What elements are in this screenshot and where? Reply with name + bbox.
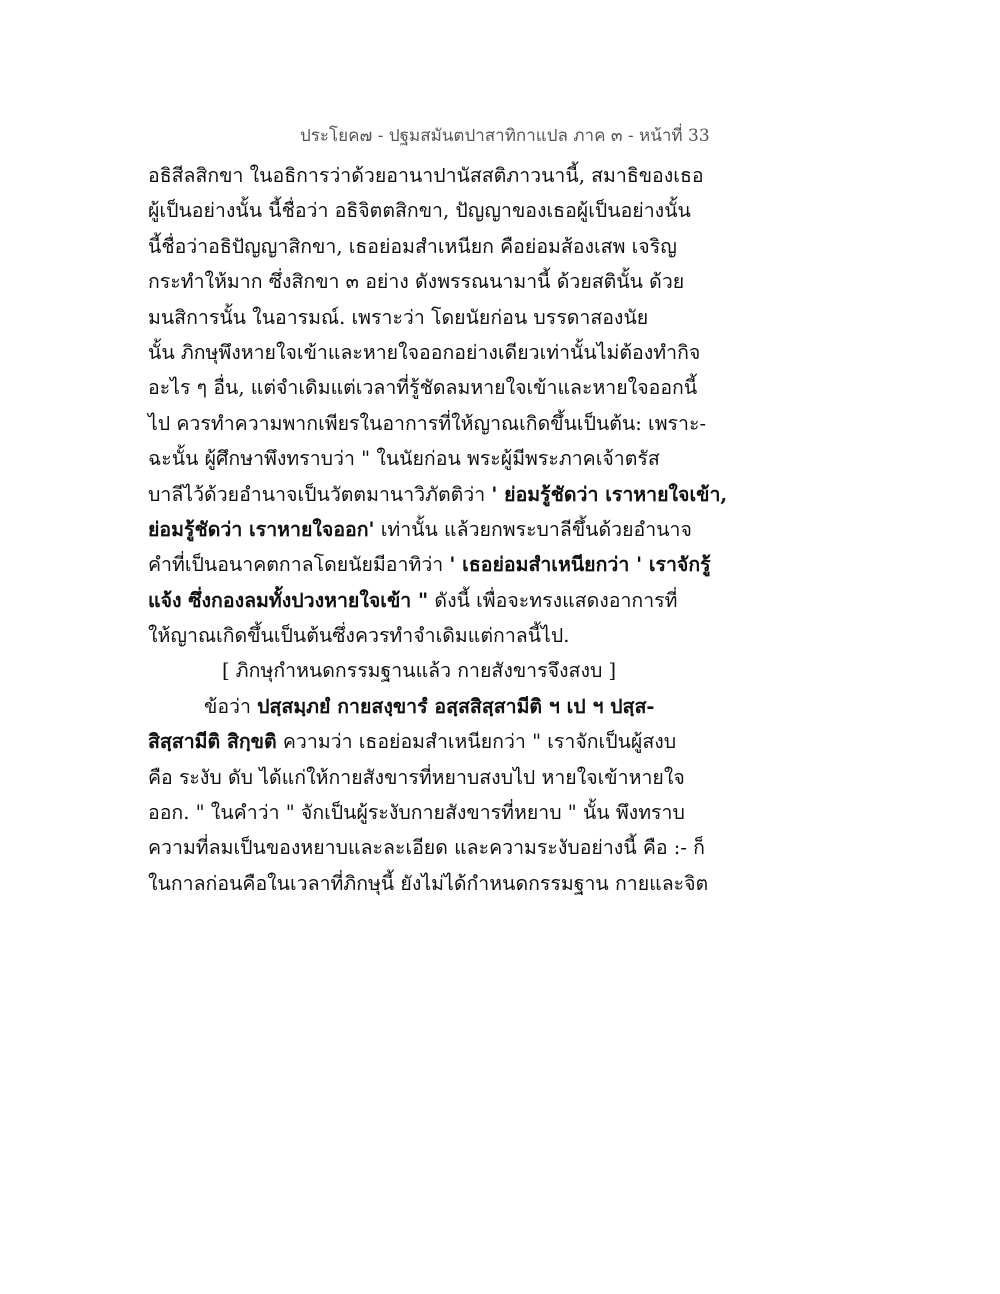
text-line	[148, 724, 700, 759]
text-line	[148, 300, 700, 335]
section-heading	[148, 653, 700, 688]
text-segment: คือ ระงับ ดับ ได้แก่ให้กายสังขารที่หยาบสงบไป หายใจเข้าหายใจ	[148, 765, 685, 789]
text-segment: ดังนี้ เพื่อจะทรงแสดงอาการที่	[428, 588, 678, 612]
text-segment: ผู้เป็นอย่างนั้น นี้ชื่อว่า อธิจิตตสิกขา, ปัญญาของเธอผู้เป็นอย่างนั้น	[148, 199, 691, 223]
text-segment: บาลีไว้ด้วยอำนาจเป็นวัตตมานาวิภัตติว่า	[148, 482, 492, 506]
bold-text-segment: ปสฺสมฺภยํ กายสงฺขารํ อสฺสสิสฺสามีติ ฯ เป ฯ ปสฺส-	[257, 694, 655, 718]
bold-text-segment: สิสฺสามีติ สิกฺขติ	[148, 730, 277, 754]
text-segment: นี้ชื่อว่าอธิปัญญาสิกขา, เธอย่อมสำเหนียก คือย่อมส้องเสพ เจริญ	[148, 234, 677, 258]
text-segment: ในกาลก่อนคือในเวลาที่ภิกษุนี้ ยังไม่ได้กำหนดกรรมฐาน กายและจิต	[148, 871, 709, 895]
body-text	[148, 158, 728, 901]
text-segment: ให้ญาณเกิดขึ้นเป็นต้นซึ่งควรทำจำเดิมแต่กาลนี้ไป.	[148, 624, 570, 648]
text-line	[148, 618, 700, 653]
text-line	[148, 335, 700, 370]
text-line	[148, 866, 709, 901]
text-segment: ออก. " ในคำว่า " จักเป็นผู้ระงับกายสังขารที่หยาบ " นั้น พึงทราบ	[148, 801, 685, 825]
text-segment: ความที่ลมเป็นของหยาบและละเอียด และความระงับอย่างนี้ คือ :- ก็	[148, 836, 705, 860]
bold-text-segment: ' ย่อมรู้ชัดว่า เราหายใจเข้า,	[491, 482, 728, 506]
text-segment: ความว่า เธอย่อมสำเหนียกว่า " เราจักเป็นผู้สงบ	[276, 730, 677, 754]
text-line	[148, 264, 700, 299]
text-line	[148, 583, 700, 618]
text-line	[148, 158, 704, 193]
text-line	[148, 795, 700, 830]
text-line	[148, 512, 700, 547]
text-segment: คำที่เป็นอนาคตกาลโดยนัยมีอาทิว่า	[148, 553, 450, 577]
text-segment: นั้น ภิกษุพึงหายใจเข้าและหายใจออกอย่างเดียวเท่านั้นไม่ต้องทำกิจ	[148, 340, 701, 364]
text-line	[148, 477, 728, 512]
text-line	[148, 406, 707, 441]
text-line	[148, 441, 700, 476]
text-segment: มนสิการนั้น ในอารมณ์. เพราะว่า โดยนัยก่อน บรรดาสองนัย	[148, 305, 649, 329]
running-header: ประโยค๗ - ปฐมสมันตปาสาทิกาแปล ภาค ๓ - หน้าที่ 33	[300, 126, 710, 146]
text-segment: อะไร ๆ อื่น, แต่จำเดิมแต่เวลาที่รู้ชัดลมหายใจเข้าและหายใจออกนี้	[148, 376, 698, 400]
bold-text-segment: ' เธอย่อมสำเหนียกว่า ' เราจักรู้	[449, 553, 711, 577]
text-segment: เท่านั้น แล้วยกพระบาลีขึ้นด้วยอำนาจ	[374, 517, 692, 541]
text-segment: ฉะนั้น ผู้ศึกษาพึงทราบว่า " ในนัยก่อน พระผู้มีพระภาคเจ้าตรัส	[148, 447, 660, 471]
text-segment: ข้อว่า	[204, 694, 258, 718]
text-line	[148, 760, 700, 795]
text-line	[148, 830, 705, 865]
text-line	[148, 547, 711, 582]
text-line	[148, 370, 700, 405]
text-segment: [ ภิกษุกำหนดกรรมฐานแล้ว กายสังขารจึงสงบ ]	[222, 659, 617, 683]
bold-text-segment: แจ้ง ซึ่งกองลมทั้งปวงหายใจเข้า "	[148, 588, 429, 612]
text-line	[148, 229, 700, 264]
bold-text-segment: ย่อมรู้ชัดว่า เราหายใจออก'	[148, 517, 375, 541]
text-segment: ไป ควรทำความพากเพียรในอาการที่ให้ญาณเกิดขึ้นเป็นต้น: เพราะ-	[148, 411, 707, 435]
text-segment: กระทำให้มาก ซึ่งสิกขา ๓ อย่าง ดังพรรณนามานี้ ด้วยสตินั้น ด้วย	[148, 270, 685, 294]
text-segment: อธิสีลสิกขา ในอธิการว่าด้วยอานาปานัสสติภาวนานี้, สมาธิของเธอ	[148, 164, 704, 187]
text-line	[148, 193, 700, 228]
text-line	[148, 689, 700, 724]
